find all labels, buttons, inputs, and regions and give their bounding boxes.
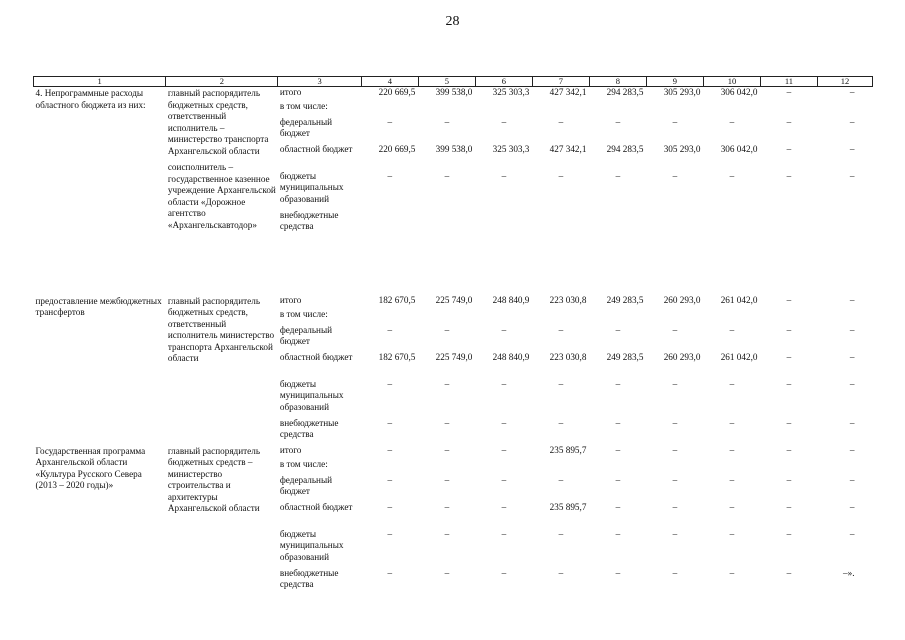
value-cell: – <box>501 170 507 181</box>
value-cell: – <box>615 501 621 512</box>
value-cell <box>418 210 475 295</box>
value-cell: – <box>729 170 735 181</box>
value-cell <box>646 101 703 117</box>
value-cell: – <box>444 501 450 512</box>
value-cell: – <box>786 324 792 335</box>
value-cell <box>703 210 760 295</box>
funding-source: в том числе: <box>279 100 328 111</box>
value-cell: – <box>849 351 855 362</box>
expense-name: предоставление межбюджетных трансфертов <box>35 295 162 317</box>
coexecutor-text: соисполнитель – государственное казенное учреждение Архангельской области «Дорожное агентство «Архангельскавтодор» <box>167 162 276 230</box>
value-cell: – <box>615 324 621 335</box>
value-cell <box>361 309 418 325</box>
funding-source: итого <box>279 444 302 455</box>
value-cell <box>589 101 646 117</box>
value-cell: – <box>672 501 678 512</box>
value-cell: –». <box>843 567 855 578</box>
funding-source: федеральный бюджет <box>279 324 333 346</box>
value-cell: – <box>558 378 564 389</box>
column-number-10: 10 <box>703 77 760 87</box>
value-cell: 427 342,1 <box>549 87 587 97</box>
value-cell <box>532 210 589 295</box>
value-cell: – <box>387 324 393 335</box>
expense-name: 4. Непрограммные расходы областного бюджета из них: <box>35 88 146 110</box>
value-cell: – <box>729 116 735 127</box>
value-cell <box>361 459 418 475</box>
funding-source: федеральный бюджет <box>279 474 333 496</box>
value-cell <box>760 459 817 475</box>
value-cell: – <box>387 501 393 512</box>
funding-source: итого <box>279 87 302 97</box>
value-cell <box>817 101 872 117</box>
value-cell: – <box>387 417 393 428</box>
value-cell: – <box>672 417 678 428</box>
funding-source: внебюджетные средства <box>279 417 339 439</box>
value-cell: – <box>786 474 792 485</box>
value-cell <box>532 309 589 325</box>
value-cell: – <box>501 501 507 512</box>
value-cell: – <box>387 528 393 539</box>
value-cell: 306 042,0 <box>720 143 758 154</box>
value-cell: 260 293,0 <box>663 294 701 305</box>
value-cell <box>475 459 532 475</box>
value-cell: 399 538,0 <box>435 143 473 154</box>
value-cell: 249 283,5 <box>606 351 644 362</box>
column-number-5: 5 <box>418 77 475 87</box>
value-cell: 225 749,0 <box>435 294 473 305</box>
value-cell: 249 283,5 <box>606 294 644 305</box>
value-cell: 294 283,5 <box>606 143 644 154</box>
budget-table <box>33 76 873 595</box>
value-cell: – <box>849 294 855 305</box>
value-cell: – <box>444 116 450 127</box>
value-cell: – <box>615 417 621 428</box>
value-cell <box>418 101 475 117</box>
value-cell <box>703 309 760 325</box>
value-cell: – <box>849 474 855 485</box>
value-cell: – <box>849 444 855 455</box>
funding-source: областной бюджет <box>279 351 353 362</box>
value-cell: 182 670,5 <box>378 351 416 362</box>
value-cell: 261 042,0 <box>720 351 758 362</box>
value-cell: – <box>786 351 792 362</box>
value-cell: – <box>387 116 393 127</box>
value-cell: – <box>786 501 792 512</box>
value-cell <box>817 210 872 295</box>
value-cell: 220 669,5 <box>378 87 416 97</box>
funding-source: внебюджетные средства <box>279 209 339 231</box>
value-cell <box>646 459 703 475</box>
value-cell: – <box>729 378 735 389</box>
value-cell: – <box>672 170 678 181</box>
value-cell: – <box>849 417 855 428</box>
value-cell: – <box>615 474 621 485</box>
table-body <box>34 87 873 595</box>
value-cell <box>646 210 703 295</box>
value-cell: 220 669,5 <box>378 143 416 154</box>
value-cell: – <box>786 528 792 539</box>
value-cell: – <box>672 528 678 539</box>
column-number-7: 7 <box>532 77 589 87</box>
value-cell: – <box>501 116 507 127</box>
column-number-11: 11 <box>760 77 817 87</box>
value-cell: – <box>387 567 393 578</box>
column-number-3: 3 <box>278 77 361 87</box>
column-number-4: 4 <box>361 77 418 87</box>
value-cell <box>703 459 760 475</box>
funding-source: областной бюджет <box>279 143 353 154</box>
funding-source: итого <box>279 294 302 305</box>
value-cell: – <box>672 116 678 127</box>
value-cell: – <box>558 474 564 485</box>
value-cell: – <box>729 444 735 455</box>
value-cell: – <box>501 567 507 578</box>
funding-source: внебюджетные средства <box>279 567 339 589</box>
responsible-executor <box>166 445 278 595</box>
responsible-executor <box>166 87 278 295</box>
value-cell: 306 042,0 <box>720 87 758 97</box>
value-cell: – <box>786 567 792 578</box>
value-cell <box>589 309 646 325</box>
table-row <box>34 295 873 309</box>
value-cell: – <box>615 378 621 389</box>
value-cell: – <box>444 474 450 485</box>
funding-source: бюджеты муниципальных образований <box>279 170 344 204</box>
value-cell: 261 042,0 <box>720 294 758 305</box>
value-cell: 260 293,0 <box>663 351 701 362</box>
value-cell: 248 840,9 <box>492 351 530 362</box>
value-cell: – <box>387 378 393 389</box>
table-row <box>34 87 873 101</box>
value-cell <box>532 459 589 475</box>
value-cell: – <box>444 444 450 455</box>
value-cell: – <box>444 378 450 389</box>
value-cell: – <box>672 324 678 335</box>
value-cell: – <box>501 444 507 455</box>
column-number-12: 12 <box>817 77 872 87</box>
value-cell: – <box>501 528 507 539</box>
value-cell: – <box>558 170 564 181</box>
value-cell: – <box>849 143 855 154</box>
value-cell <box>361 101 418 117</box>
value-cell: – <box>672 444 678 455</box>
value-cell: – <box>501 474 507 485</box>
value-cell: 235 895,7 <box>549 444 587 455</box>
value-cell: – <box>729 528 735 539</box>
value-cell: – <box>786 444 792 455</box>
value-cell: – <box>672 474 678 485</box>
funding-source: в том числе: <box>279 308 328 319</box>
value-cell: – <box>501 417 507 428</box>
value-cell: – <box>444 170 450 181</box>
value-cell: – <box>786 170 792 181</box>
value-cell: 223 030,8 <box>549 294 587 305</box>
value-cell: – <box>558 567 564 578</box>
value-cell: – <box>387 474 393 485</box>
responsible-executor <box>166 295 278 445</box>
value-cell <box>589 459 646 475</box>
value-cell: 305 293,0 <box>663 87 701 97</box>
value-cell <box>475 101 532 117</box>
value-cell <box>646 309 703 325</box>
value-cell: 223 030,8 <box>549 351 587 362</box>
table-row <box>34 445 873 459</box>
value-cell: – <box>849 501 855 512</box>
value-cell: – <box>849 116 855 127</box>
value-cell <box>760 210 817 295</box>
value-cell: – <box>501 324 507 335</box>
value-cell: 182 670,5 <box>378 294 416 305</box>
funding-source: бюджеты муниципальных образований <box>279 378 344 412</box>
value-cell: – <box>615 170 621 181</box>
value-cell: 325 303,3 <box>492 87 530 97</box>
value-cell: 325 303,3 <box>492 143 530 154</box>
value-cell: – <box>786 87 792 97</box>
value-cell: – <box>387 444 393 455</box>
value-cell: – <box>786 143 792 154</box>
value-cell <box>475 210 532 295</box>
column-number-6: 6 <box>475 77 532 87</box>
value-cell <box>817 309 872 325</box>
value-cell: – <box>786 417 792 428</box>
value-cell: 248 840,9 <box>492 294 530 305</box>
value-cell: – <box>558 116 564 127</box>
value-cell: 399 538,0 <box>435 87 473 97</box>
value-cell: – <box>729 417 735 428</box>
value-cell: – <box>729 324 735 335</box>
value-cell: – <box>672 567 678 578</box>
value-cell <box>532 101 589 117</box>
value-cell: – <box>615 116 621 127</box>
value-cell: 294 283,5 <box>606 87 644 97</box>
value-cell: – <box>615 567 621 578</box>
value-cell <box>817 459 872 475</box>
value-cell: – <box>849 87 855 97</box>
value-cell: 305 293,0 <box>663 143 701 154</box>
value-cell <box>760 309 817 325</box>
funding-source: федеральный бюджет <box>279 116 333 138</box>
value-cell <box>418 309 475 325</box>
column-number-9: 9 <box>646 77 703 87</box>
value-cell <box>589 210 646 295</box>
value-cell: – <box>387 170 393 181</box>
value-cell: – <box>444 417 450 428</box>
value-cell: – <box>672 378 678 389</box>
value-cell: – <box>849 324 855 335</box>
value-cell: – <box>444 567 450 578</box>
value-cell: 225 749,0 <box>435 351 473 362</box>
responsible-text: главный распорядитель бюджетных средств, ответственный исполнитель – министерство транспорта Архангельской области <box>167 88 269 156</box>
column-number-1: 1 <box>34 77 166 87</box>
value-cell: – <box>615 528 621 539</box>
value-cell: – <box>501 378 507 389</box>
responsible-text: главный распорядитель бюджетных средств – министерство строительства и архитектуры Архангельской области <box>167 445 261 513</box>
value-cell: – <box>729 474 735 485</box>
column-number-row <box>34 77 873 87</box>
funding-source: областной бюджет <box>279 501 353 512</box>
value-cell <box>760 101 817 117</box>
value-cell: – <box>849 528 855 539</box>
value-cell: – <box>444 324 450 335</box>
value-cell: – <box>558 324 564 335</box>
value-cell: – <box>558 528 564 539</box>
value-cell <box>361 210 418 295</box>
value-cell: 427 342,1 <box>549 143 587 154</box>
funding-source: в том числе: <box>279 458 328 469</box>
value-cell: – <box>786 294 792 305</box>
value-cell: – <box>444 528 450 539</box>
value-cell: – <box>849 378 855 389</box>
column-number-8: 8 <box>589 77 646 87</box>
value-cell: – <box>786 116 792 127</box>
responsible-text: главный распорядитель бюджетных средств, ответственный исполнитель министерство транспорта Архангельской области <box>167 295 275 363</box>
funding-source: бюджеты муниципальных образований <box>279 528 344 562</box>
expense-name: Государственная программа Архангельской области «Культура Русского Севера (2013 – 2020 годы)» <box>35 445 146 490</box>
page-number: 28 <box>445 14 460 29</box>
value-cell: – <box>729 567 735 578</box>
value-cell: – <box>849 170 855 181</box>
value-cell <box>703 101 760 117</box>
value-cell: – <box>786 378 792 389</box>
column-number-2: 2 <box>166 77 278 87</box>
value-cell: – <box>615 444 621 455</box>
value-cell: – <box>729 501 735 512</box>
value-cell: 235 895,7 <box>549 501 587 512</box>
value-cell <box>418 459 475 475</box>
value-cell: – <box>558 417 564 428</box>
value-cell <box>475 309 532 325</box>
